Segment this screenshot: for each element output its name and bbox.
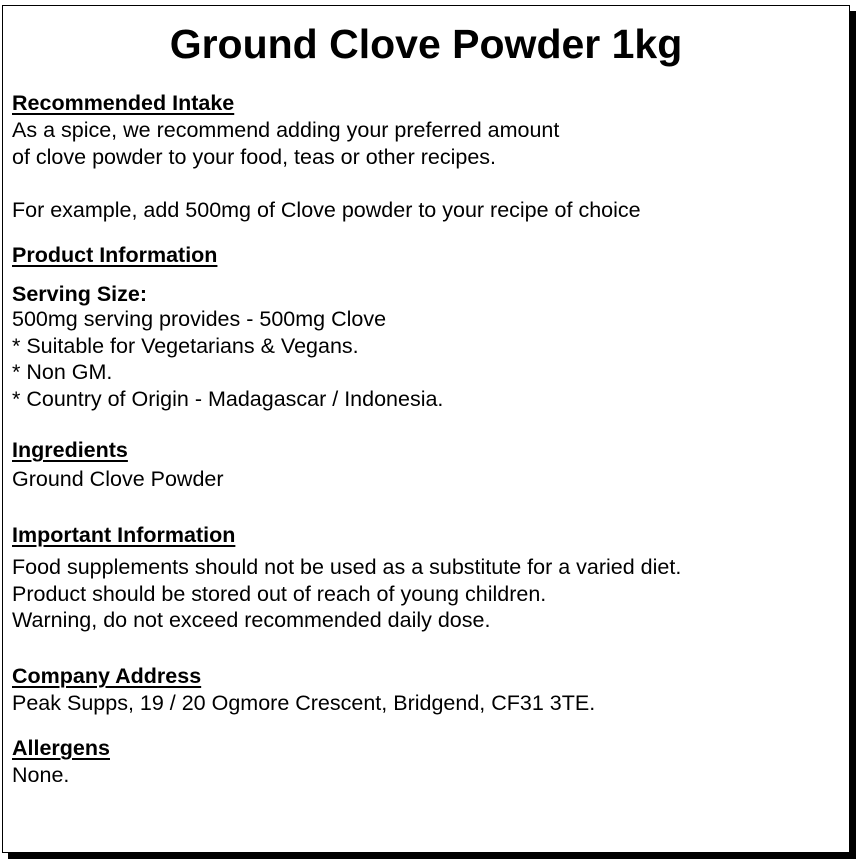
important-information-line-3: Warning, do not exceed recommended daily dose. <box>12 608 491 632</box>
allergens-heading: Allergens <box>12 736 110 760</box>
important-information-text <box>12 554 681 634</box>
important-information-line-2: Product should be stored out of reach of young children. <box>12 581 547 606</box>
company-address-text: Peak Supps, 19 / 20 Ogmore Crescent, Bridgend, CF31 3TE. <box>12 691 596 715</box>
serving-size-label: Serving Size: <box>12 282 148 306</box>
recommended-intake-text <box>12 117 559 170</box>
recommended-intake-line-2: of clove powder to your food, teas or other recipes. <box>12 144 497 169</box>
ingredients-text: Ground Clove Powder <box>12 467 224 491</box>
important-information-heading: Important Information <box>12 523 236 547</box>
recommended-intake-example: For example, add 500mg of Clove powder to your recipe of choice <box>12 198 641 222</box>
recommended-intake-line-1: As a spice, we recommend adding your preferred amount <box>12 118 560 142</box>
page-title: Ground Clove Powder 1kg <box>169 21 683 67</box>
product-information-line-4: * Country of Origin - Madagascar / Indonesia. <box>12 386 444 411</box>
product-information-text <box>12 306 443 412</box>
company-address-heading: Company Address <box>12 664 202 688</box>
allergens-text: None. <box>12 763 70 787</box>
product-information-heading: Product Information <box>12 243 218 267</box>
product-label <box>2 5 850 853</box>
product-information-line-2: * Suitable for Vegetarians & Vegans. <box>12 333 359 358</box>
important-information-line-1: Food supplements should not be used as a substitute for a varied diet. <box>12 555 682 579</box>
product-information-line-1: 500mg serving provides - 500mg Clove <box>12 307 387 331</box>
ingredients-heading: Ingredients <box>12 438 128 462</box>
recommended-intake-heading: Recommended Intake <box>12 91 235 115</box>
product-information-line-3: * Non GM. <box>12 360 113 384</box>
